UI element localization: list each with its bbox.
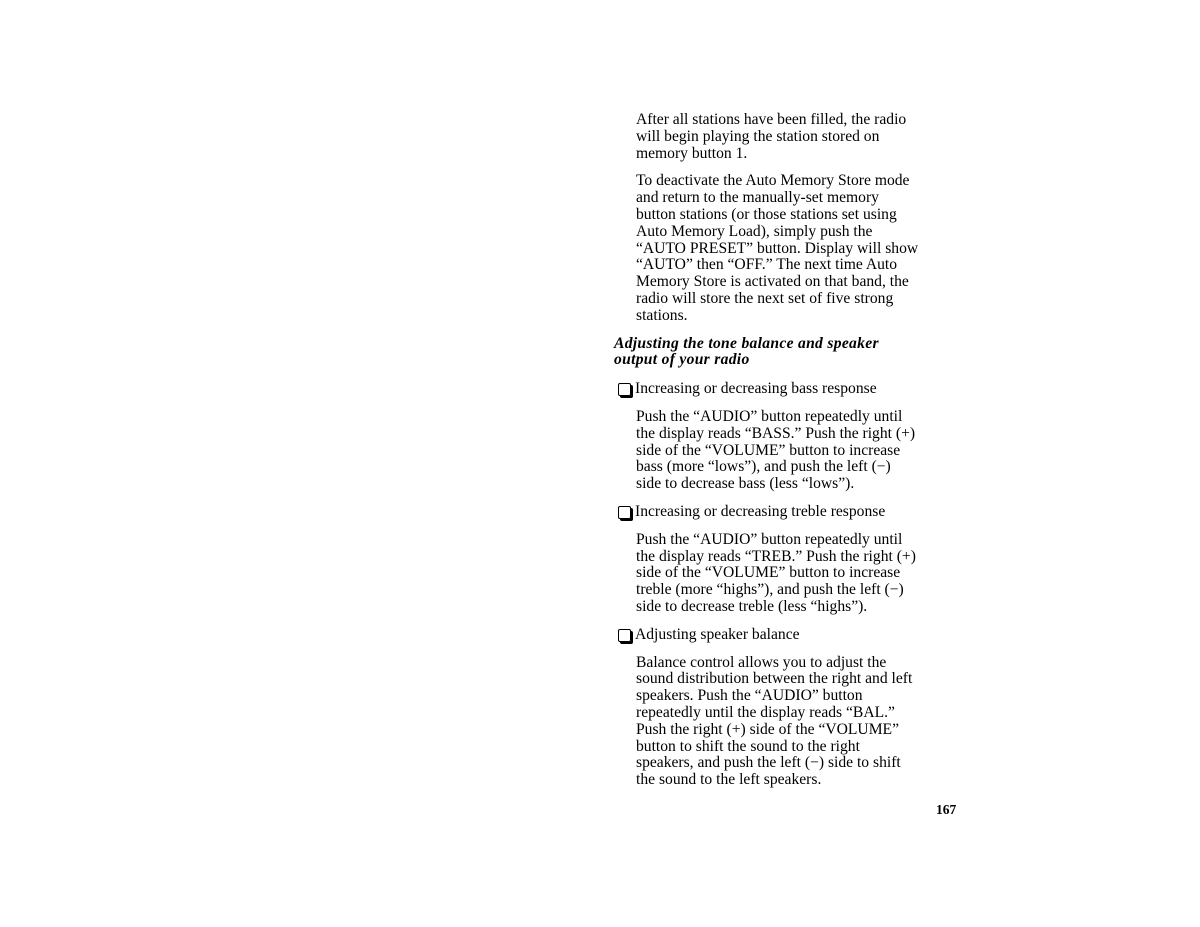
text-line: side of the “VOLUME” button to increase bbox=[636, 441, 901, 459]
text-line: memory button 1. bbox=[636, 144, 748, 162]
text-line: and return to the manually-set memory bbox=[636, 189, 879, 207]
text-line: side to decrease treble (less “highs”). bbox=[636, 597, 868, 615]
heading-line: Adjusting the tone balance and speaker bbox=[614, 334, 879, 352]
text-line: side of the “VOLUME” button to increase bbox=[636, 564, 901, 582]
paragraph-auto-memory-filled bbox=[636, 112, 956, 162]
text-line: will begin playing the station stored on bbox=[636, 127, 880, 145]
bullet-balance bbox=[614, 627, 964, 644]
text-line: Balance control allows you to adjust the bbox=[636, 653, 887, 671]
text-line: Auto Memory Load), simply push the bbox=[636, 222, 873, 240]
bullet-title: Increasing or decreasing bass response bbox=[635, 380, 877, 398]
text-line: Push the right (+) side of the “VOLUME” bbox=[636, 720, 900, 738]
text-line: side to decrease bass (less “lows”). bbox=[636, 475, 855, 493]
checkbox-bullet-icon bbox=[618, 629, 631, 642]
text-line: treble (more “highs”), and push the left (−) bbox=[636, 581, 904, 599]
text-line: radio will store the next set of five strong bbox=[636, 289, 894, 307]
text-line: repeatedly until the display reads “BAL.” bbox=[636, 703, 895, 721]
checkbox-bullet-icon bbox=[618, 383, 631, 396]
text-line: To deactivate the Auto Memory Store mode bbox=[636, 172, 910, 190]
paragraph-balance bbox=[636, 655, 956, 789]
text-line: “AUTO PRESET” button. Display will show bbox=[636, 239, 919, 257]
text-line: bass (more “lows”), and push the left (−) bbox=[636, 458, 891, 476]
text-line: sound distribution between the right and left bbox=[636, 670, 913, 688]
paragraph-treble bbox=[636, 532, 956, 616]
bullet-bass bbox=[614, 381, 964, 398]
text-line: the sound to the left speakers. bbox=[636, 771, 822, 789]
text-line: button to shift the sound to the right bbox=[636, 737, 860, 755]
text-line: speakers. Push the “AUDIO” button bbox=[636, 687, 863, 705]
text-line: the display reads “TREB.” Push the right (+) bbox=[636, 547, 916, 565]
text-line: Memory Store is activated on that band, the bbox=[636, 273, 909, 291]
text-line: stations. bbox=[636, 306, 688, 324]
checkbox-bullet-icon bbox=[618, 506, 631, 519]
bullet-treble bbox=[614, 504, 964, 521]
text-line: “AUTO” then “OFF.” The next time Auto bbox=[636, 256, 898, 274]
page-number: 167 bbox=[936, 802, 957, 817]
bullet-title: Adjusting speaker balance bbox=[635, 625, 800, 643]
text-line: Push the “AUDIO” button repeatedly until bbox=[636, 530, 903, 548]
text-line: button stations (or those stations set using bbox=[636, 205, 897, 223]
section-heading bbox=[614, 336, 964, 370]
heading-line: output of your radio bbox=[614, 351, 750, 369]
text-line: the display reads “BASS.” Push the right (+) bbox=[636, 424, 916, 442]
text-column bbox=[614, 112, 964, 800]
text-line: Push the “AUDIO” button repeatedly until bbox=[636, 407, 903, 425]
bullet-title: Increasing or decreasing treble response bbox=[635, 502, 886, 520]
text-line: After all stations have been filled, the radio bbox=[636, 111, 907, 128]
paragraph-deactivate-auto-memory bbox=[636, 173, 956, 324]
text-line: speakers, and push the left (−) side to shift bbox=[636, 754, 901, 772]
paragraph-bass bbox=[636, 409, 956, 493]
